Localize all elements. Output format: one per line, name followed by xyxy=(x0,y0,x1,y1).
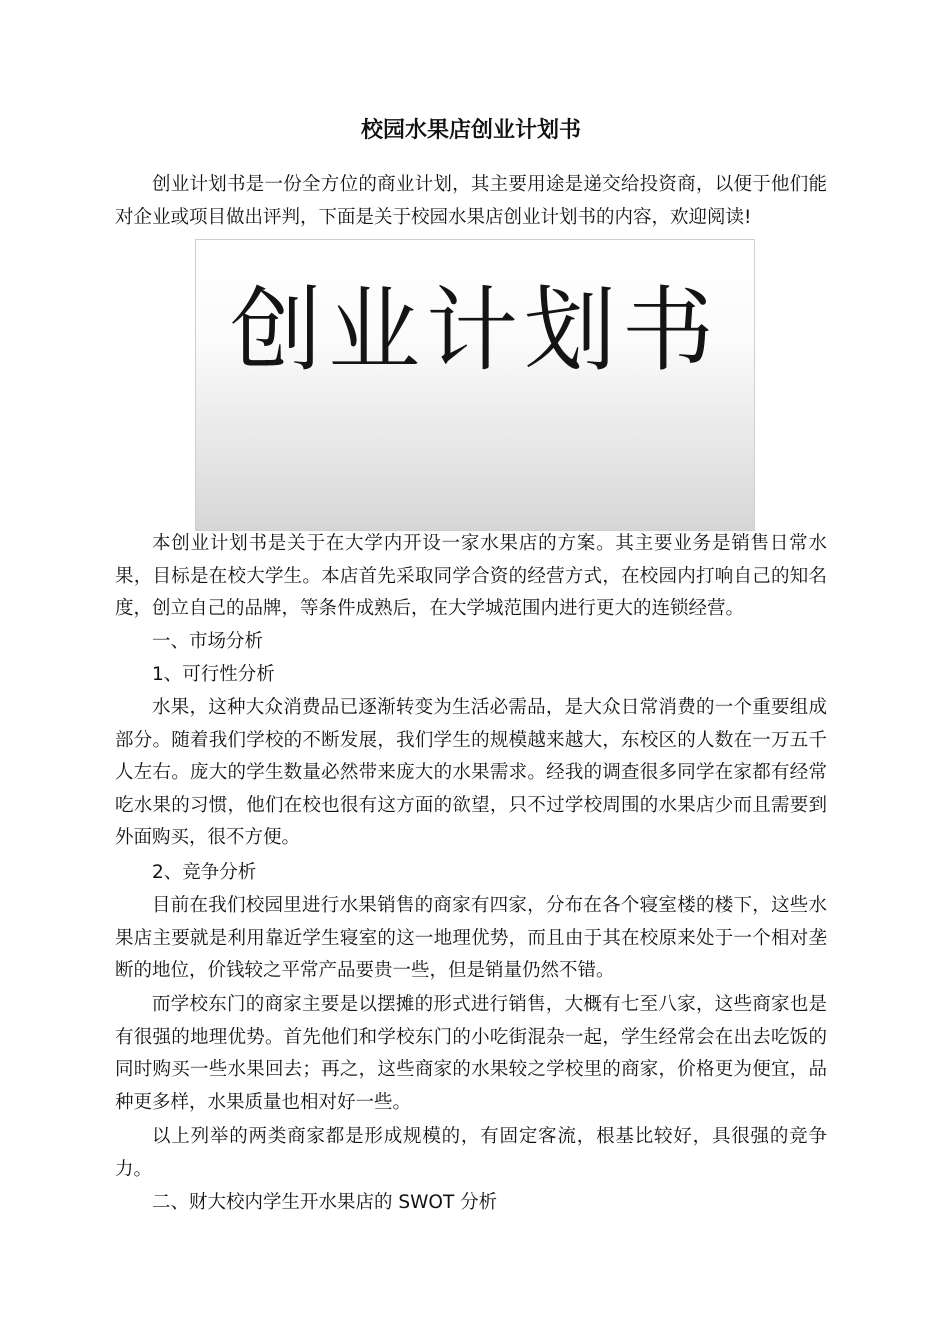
paragraph-overview: 本创业计划书是关于在大学内开设一家水果店的方案。其主要业务是销售日常水果，目标是在校大学生。本店首先采取同学合资的经营方式，在校园内打响自己的知名度，创立自己的品牌，等条件成熟后，在大学城范围内进行更大的连锁经营。 xyxy=(115,533,827,620)
calligraphy-svg xyxy=(196,240,754,530)
paragraph-competition-summary: 以上列举的两类商家都是形成规模的，有固定客流，根基比较好，具很强的竞争力。 xyxy=(115,1126,827,1180)
paragraph-feasibility: 水果，这种大众消费品已逐渐转变为生活必需品，是大众日常消费的一个重要组成部分。随着我们学校的不断发展，我们学生的规模越来越大，东校区的人数在一万五千人左右。庞大的学生数量必然带来庞大的水果需求。经我的调查很多同学在家都有经常吃水果的习惯，他们在校也很有这方面的欲望，只不过学校周围的水果店少而且需要到外面购买，很不方便。 xyxy=(115,697,827,849)
calligraphy-image xyxy=(195,239,755,531)
paragraph-competition-campus: 目前在我们校园里进行水果销售的商家有四家，分布在各个寝室楼的楼下，这些水果店主要就是利用靠近学生寝室的这一地理优势，而且由于其在校原来处于一个相对垄断的地位，价钱较之平常产品要贵一些，但是销量仍然不错。 xyxy=(115,895,827,982)
heading-swot: 二、财大校内学生开水果店的 SWOT 分析 xyxy=(152,1192,498,1213)
document-title: 校园水果店创业计划书 xyxy=(360,118,581,143)
heading-feasibility: 1、可行性分析 xyxy=(152,664,275,685)
heading-competition: 2、竞争分析 xyxy=(152,862,257,883)
paragraph-competition-east-gate: 而学校东门的商家主要是以摆摊的形式进行销售，大概有七至八家，这些商家也是有很强的地理优势。首先他们和学校东门的小吃街混杂一起，学生经常会在出去吃饭的同时购买一些水果回去；再之，这些商家的水果较之学校里的商家，价格更为便宜，品种更多样，水果质量也相对好一些。 xyxy=(115,994,827,1113)
intro-paragraph: 创业计划书是一份全方位的商业计划，其主要用途是递交给投资商，以便于他们能对企业或项目做出评判，下面是关于校园水果店创业计划书的内容，欢迎阅读! xyxy=(115,174,827,228)
heading-market-analysis: 一、市场分析 xyxy=(152,631,264,652)
calligraphy-text: 创业计划书 xyxy=(229,277,721,384)
